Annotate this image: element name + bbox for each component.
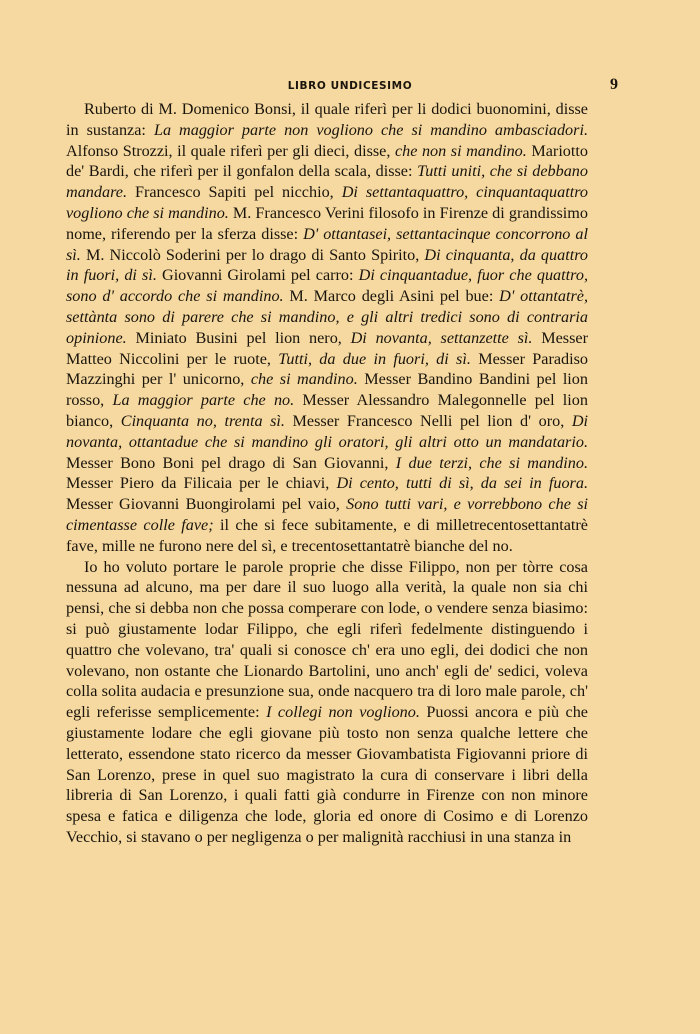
italic-run: Tutti uniti, che si debbano mandare. [66,162,588,202]
italic-run: Di cinquanta, da quattro in fuori, di sì. [66,245,588,285]
text-run: Messer Matteo Niccolini per le ruote, [66,328,588,368]
text-run: M. Niccolò Soderini per lo drago di Santo Spirito, [80,245,425,264]
italic-run: Di cinquantadue, fuor che quattro, sono d' accordo che si mandino. [66,266,588,306]
text-run: Francesco Sapiti pel nicchio, [127,183,342,202]
paragraph [66,557,588,848]
italic-run: Di novanta, ottantadue che si mandino gli oratori, gli altri otto un mandatario. [66,411,588,451]
italic-run: che non si mandino. [394,141,527,160]
text-run: Messer Giovanni Buongirolami pel vaio, [66,495,347,514]
page-number: 9 [610,76,618,93]
text-run: Messer Paradiso Mazzinghi per l' unicorno, [66,349,589,389]
text-run: Messer Alessandro Malegonnelle pel lion bianco, [66,391,588,430]
text-run: Messer Bono Boni pel drago di San Giovanni, [66,453,396,472]
text-run: Puossi ancora e più che giustamente lodare che egli giovane più tosto non senza qualche lettere che letterato, essendone stato ricerco da messer Giovambatista Figiovanni priore di San Lorenzo, prese in quel suo magistrato la cura di conservare i libri della libreria di San Lorenzo, i quali fatti già condurre in Firenze con non minore spesa e fatica e diligenza che lode, gloria ed onore di Cosimo e di Lorenzo Vecchio, si stavano o per negligenza o per malignità racchiusi in una stanza in [66,703,588,846]
text-run: Messer Francesco Nelli pel lion d' oro, [284,411,572,430]
text-run: Giovanni Girolami pel carro: [156,266,359,285]
italic-run: Tutti, da due in fuori, di sì. [278,349,471,368]
italic-run: La maggior parte che no. [112,391,295,410]
text-run: Messer Bandino Bandini pel lion rosso, [66,370,588,410]
text-run: Alfonso Strozzi, il quale riferì per gli dieci, disse, [66,141,395,160]
italic-run: D' ottantasei, settantacinque concorrono al sì. [66,224,588,264]
italic-run: I due terzi, che si mandino. [395,453,588,472]
italic-run: Sono tutti vari, e vorrebbono che si cimentasse colle fave; [66,495,588,534]
text-run: Io ho voluto portare le parole proprie che disse Filippo, non per tòrre cosa nessuna ad alcuno, ma per dare il suo luogo alla verità, la quale non sia chi pensi, che si debba non che possa comperare con lode, o vendere senza biasimo: si può giustamente lodar Filippo, che egli riferì fedelmente distinguendo i quattro che volevano, tra' quali si conosce ch' era uno egli, dei dodici che non volevano, non ostante che Lionardo Bartolini, uno anch' egli de' sedici, voleva colla solita audacia e presunzione sua, onde nacquero tra di loro male parole, ch' egli referisse semplicemente: [66,557,588,722]
text-run: Messer Piero da Filicaia per le chiavi, [66,474,337,493]
running-head [80,76,620,98]
text-run: M. Francesco Verini filosofo in Firenze di grandissimo nome, riferendo per la sferza disse: [66,203,588,243]
italic-run: Cinquanta no, trenta sì. [120,411,285,430]
italic-run: D' ottantatrè, settànta sono di parere che si mandino, e gli altri tredici sono di contraria opinione. [66,287,588,347]
paragraph [66,99,588,557]
chapter-title: LIBRO UNDICESIMO [287,80,413,92]
italic-run: I collegi non vogliono. [266,703,420,722]
text-run: il che si fece subitamente, e di milletrecentosettantatrè fave, mille ne furono nere del sì, e trecentosettantatrè bianche del no. [66,515,588,555]
text-run: M. Marco degli Asini pel bue: [283,287,500,306]
text-run: Mariotto de' Bardi, che riferì per il gonfalon della scala, disse: [66,141,588,181]
text-run: Ruberto di M. Domenico Bonsi, il quale riferì per li dodici buonomini, disse in sustanza: [66,100,588,139]
italic-run: Di settantaquattro, cinquantaquattro vogliono che si mandino. [66,183,588,222]
italic-run: Di cento, tutti di sì, da sei in fuora. [336,474,588,493]
text-run: Miniato Busini pel lion nero, [126,328,351,347]
body-text [66,99,588,848]
italic-run: che si mandino. [250,370,358,389]
italic-run: Di novanta, settanzette sì. [350,328,533,347]
italic-run: La maggior parte non vogliono che si mandino ambasciadori. [153,120,588,139]
